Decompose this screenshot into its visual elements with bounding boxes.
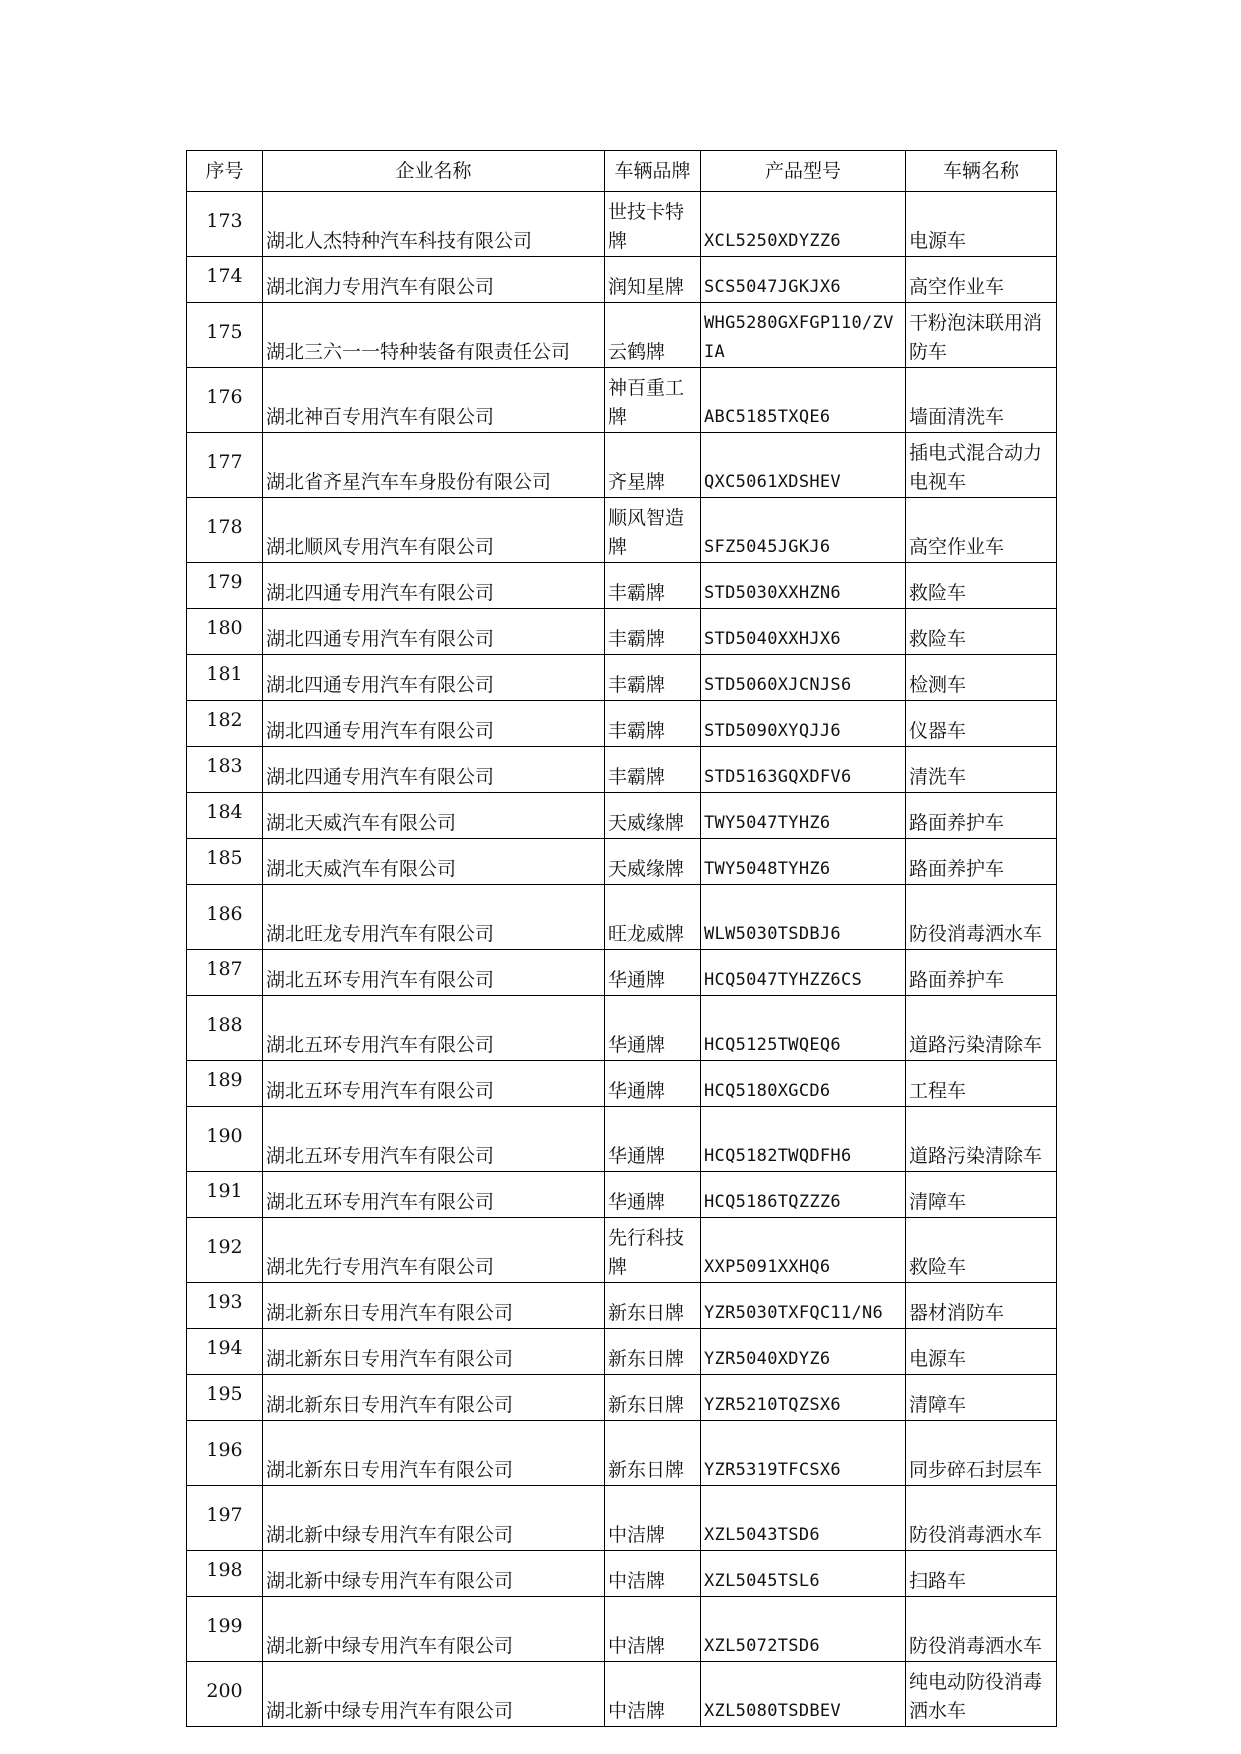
table-row bbox=[187, 1551, 1057, 1597]
vehicle-name-cell: 防役消毒洒水车 bbox=[906, 885, 1057, 950]
model-cell: YZR5030TXFQC11/N6 bbox=[701, 1283, 906, 1329]
brand-cell: 世技卡特牌 bbox=[605, 192, 701, 257]
serial-no-cell: 200 bbox=[187, 1662, 263, 1727]
vehicle-name-cell: 救险车 bbox=[906, 1218, 1057, 1283]
company-cell: 湖北新中绿专用汽车有限公司 bbox=[263, 1662, 605, 1727]
table-row bbox=[187, 563, 1057, 609]
brand-cell: 中洁牌 bbox=[605, 1597, 701, 1662]
table-row bbox=[187, 609, 1057, 655]
vehicle-name-cell: 电源车 bbox=[906, 192, 1057, 257]
serial-no-cell: 175 bbox=[187, 303, 263, 368]
model-cell: STD5163GQXDFV6 bbox=[701, 747, 906, 793]
vehicle-name-cell: 同步碎石封层车 bbox=[906, 1421, 1057, 1486]
model-cell: QXC5061XDSHEV bbox=[701, 433, 906, 498]
vehicle-name-cell: 墙面清洗车 bbox=[906, 368, 1057, 433]
model-cell: HCQ5186TQZZZ6 bbox=[701, 1172, 906, 1218]
model-cell: WLW5030TSDBJ6 bbox=[701, 885, 906, 950]
serial-no-cell: 183 bbox=[187, 747, 263, 793]
table-row bbox=[187, 655, 1057, 701]
model-cell: XZL5072TSD6 bbox=[701, 1597, 906, 1662]
brand-cell: 云鹤牌 bbox=[605, 303, 701, 368]
brand-cell: 新东日牌 bbox=[605, 1375, 701, 1421]
table-row bbox=[187, 257, 1057, 303]
company-cell: 湖北先行专用汽车有限公司 bbox=[263, 1218, 605, 1283]
brand-cell: 中洁牌 bbox=[605, 1486, 701, 1551]
brand-cell: 丰霸牌 bbox=[605, 747, 701, 793]
company-cell: 湖北新中绿专用汽车有限公司 bbox=[263, 1551, 605, 1597]
table-row bbox=[187, 747, 1057, 793]
vehicle-name-cell: 插电式混合动力电视车 bbox=[906, 433, 1057, 498]
model-cell: STD5030XXHZN6 bbox=[701, 563, 906, 609]
table-row bbox=[187, 303, 1057, 368]
serial-no-cell: 192 bbox=[187, 1218, 263, 1283]
table-row bbox=[187, 1283, 1057, 1329]
brand-cell: 天威缘牌 bbox=[605, 839, 701, 885]
table-row bbox=[187, 1662, 1057, 1727]
company-cell: 湖北人杰特种汽车科技有限公司 bbox=[263, 192, 605, 257]
company-cell: 湖北新东日专用汽车有限公司 bbox=[263, 1421, 605, 1486]
table-row bbox=[187, 1218, 1057, 1283]
model-cell: HCQ5182TWQDFH6 bbox=[701, 1107, 906, 1172]
serial-no-cell: 180 bbox=[187, 609, 263, 655]
model-cell: YZR5040XDYZ6 bbox=[701, 1329, 906, 1375]
company-cell: 湖北四通专用汽车有限公司 bbox=[263, 747, 605, 793]
header-vehicle-brand: 车辆品牌 bbox=[605, 151, 701, 192]
vehicle-name-cell: 道路污染清除车 bbox=[906, 996, 1057, 1061]
serial-no-cell: 174 bbox=[187, 257, 263, 303]
company-cell: 湖北五环专用汽车有限公司 bbox=[263, 996, 605, 1061]
brand-cell: 先行科技牌 bbox=[605, 1218, 701, 1283]
vehicle-catalog-table bbox=[186, 150, 1057, 1727]
company-cell: 湖北五环专用汽车有限公司 bbox=[263, 1172, 605, 1218]
serial-no-cell: 184 bbox=[187, 793, 263, 839]
company-cell: 湖北天威汽车有限公司 bbox=[263, 839, 605, 885]
vehicle-name-cell: 防役消毒洒水车 bbox=[906, 1597, 1057, 1662]
company-cell: 湖北新东日专用汽车有限公司 bbox=[263, 1375, 605, 1421]
model-cell: SCS5047JGKJX6 bbox=[701, 257, 906, 303]
table-row bbox=[187, 1172, 1057, 1218]
brand-cell: 旺龙威牌 bbox=[605, 885, 701, 950]
vehicle-name-cell: 道路污染清除车 bbox=[906, 1107, 1057, 1172]
vehicle-name-cell: 高空作业车 bbox=[906, 498, 1057, 563]
serial-no-cell: 196 bbox=[187, 1421, 263, 1486]
company-cell: 湖北五环专用汽车有限公司 bbox=[263, 950, 605, 996]
brand-cell: 中洁牌 bbox=[605, 1662, 701, 1727]
table-row bbox=[187, 498, 1057, 563]
serial-no-cell: 198 bbox=[187, 1551, 263, 1597]
serial-no-cell: 176 bbox=[187, 368, 263, 433]
header-product-model: 产品型号 bbox=[701, 151, 906, 192]
table-row bbox=[187, 885, 1057, 950]
brand-cell: 丰霸牌 bbox=[605, 655, 701, 701]
brand-cell: 华通牌 bbox=[605, 1107, 701, 1172]
table-row bbox=[187, 1421, 1057, 1486]
model-cell: YZR5319TFCSX6 bbox=[701, 1421, 906, 1486]
table-row bbox=[187, 950, 1057, 996]
vehicle-name-cell: 路面养护车 bbox=[906, 793, 1057, 839]
company-cell: 湖北神百专用汽车有限公司 bbox=[263, 368, 605, 433]
company-cell: 湖北四通专用汽车有限公司 bbox=[263, 563, 605, 609]
model-cell: HCQ5125TWQEQ6 bbox=[701, 996, 906, 1061]
vehicle-name-cell: 工程车 bbox=[906, 1061, 1057, 1107]
model-cell: XZL5045TSL6 bbox=[701, 1551, 906, 1597]
model-cell: XCL5250XDYZZ6 bbox=[701, 192, 906, 257]
serial-no-cell: 197 bbox=[187, 1486, 263, 1551]
vehicle-name-cell: 纯电动防役消毒洒水车 bbox=[906, 1662, 1057, 1727]
vehicle-name-cell: 干粉泡沫联用消防车 bbox=[906, 303, 1057, 368]
brand-cell: 神百重工牌 bbox=[605, 368, 701, 433]
table-row bbox=[187, 1486, 1057, 1551]
brand-cell: 丰霸牌 bbox=[605, 701, 701, 747]
model-cell: ABC5185TXQE6 bbox=[701, 368, 906, 433]
header-company-name: 企业名称 bbox=[263, 151, 605, 192]
header-vehicle-name: 车辆名称 bbox=[906, 151, 1057, 192]
brand-cell: 中洁牌 bbox=[605, 1551, 701, 1597]
serial-no-cell: 186 bbox=[187, 885, 263, 950]
table-row bbox=[187, 793, 1057, 839]
table-row bbox=[187, 701, 1057, 747]
vehicle-name-cell: 路面养护车 bbox=[906, 839, 1057, 885]
company-cell: 湖北新中绿专用汽车有限公司 bbox=[263, 1486, 605, 1551]
brand-cell: 新东日牌 bbox=[605, 1421, 701, 1486]
brand-cell: 丰霸牌 bbox=[605, 563, 701, 609]
company-cell: 湖北四通专用汽车有限公司 bbox=[263, 655, 605, 701]
serial-no-cell: 185 bbox=[187, 839, 263, 885]
model-cell: TWY5048TYHZ6 bbox=[701, 839, 906, 885]
model-cell: STD5040XXHJX6 bbox=[701, 609, 906, 655]
company-cell: 湖北润力专用汽车有限公司 bbox=[263, 257, 605, 303]
brand-cell: 新东日牌 bbox=[605, 1329, 701, 1375]
model-cell: YZR5210TQZSX6 bbox=[701, 1375, 906, 1421]
table-row bbox=[187, 839, 1057, 885]
serial-no-cell: 177 bbox=[187, 433, 263, 498]
vehicle-name-cell: 清洗车 bbox=[906, 747, 1057, 793]
company-cell: 湖北四通专用汽车有限公司 bbox=[263, 609, 605, 655]
company-cell: 湖北新中绿专用汽车有限公司 bbox=[263, 1597, 605, 1662]
model-cell: STD5090XYQJJ6 bbox=[701, 701, 906, 747]
model-cell: HCQ5180XGCD6 bbox=[701, 1061, 906, 1107]
company-cell: 湖北旺龙专用汽车有限公司 bbox=[263, 885, 605, 950]
brand-cell: 齐星牌 bbox=[605, 433, 701, 498]
vehicle-name-cell: 救险车 bbox=[906, 609, 1057, 655]
serial-no-cell: 193 bbox=[187, 1283, 263, 1329]
vehicle-name-cell: 清障车 bbox=[906, 1172, 1057, 1218]
serial-no-cell: 199 bbox=[187, 1597, 263, 1662]
model-cell: SFZ5045JGKJ6 bbox=[701, 498, 906, 563]
serial-no-cell: 181 bbox=[187, 655, 263, 701]
serial-no-cell: 189 bbox=[187, 1061, 263, 1107]
serial-no-cell: 179 bbox=[187, 563, 263, 609]
vehicle-name-cell: 检测车 bbox=[906, 655, 1057, 701]
brand-cell: 丰霸牌 bbox=[605, 609, 701, 655]
table-row bbox=[187, 192, 1057, 257]
vehicle-name-cell: 器材消防车 bbox=[906, 1283, 1057, 1329]
table-row bbox=[187, 433, 1057, 498]
serial-no-cell: 191 bbox=[187, 1172, 263, 1218]
table-row bbox=[187, 1597, 1057, 1662]
table-row bbox=[187, 1107, 1057, 1172]
table-row bbox=[187, 1061, 1057, 1107]
brand-cell: 华通牌 bbox=[605, 1172, 701, 1218]
model-cell: XXP5091XXHQ6 bbox=[701, 1218, 906, 1283]
serial-no-cell: 188 bbox=[187, 996, 263, 1061]
serial-no-cell: 195 bbox=[187, 1375, 263, 1421]
model-cell: XZL5043TSD6 bbox=[701, 1486, 906, 1551]
vehicle-name-cell: 清障车 bbox=[906, 1375, 1057, 1421]
brand-cell: 华通牌 bbox=[605, 996, 701, 1061]
serial-no-cell: 194 bbox=[187, 1329, 263, 1375]
vehicle-name-cell: 仪器车 bbox=[906, 701, 1057, 747]
model-cell: TWY5047TYHZ6 bbox=[701, 793, 906, 839]
table-row bbox=[187, 368, 1057, 433]
model-cell: HCQ5047TYHZZ6CS bbox=[701, 950, 906, 996]
model-cell: WHG5280GXFGP110/ZVIA bbox=[701, 303, 906, 368]
vehicle-name-cell: 路面养护车 bbox=[906, 950, 1057, 996]
vehicle-name-cell: 救险车 bbox=[906, 563, 1057, 609]
serial-no-cell: 182 bbox=[187, 701, 263, 747]
table-row bbox=[187, 1375, 1057, 1421]
serial-no-cell: 190 bbox=[187, 1107, 263, 1172]
vehicle-name-cell: 高空作业车 bbox=[906, 257, 1057, 303]
table-header-row bbox=[187, 151, 1057, 192]
company-cell: 湖北顺风专用汽车有限公司 bbox=[263, 498, 605, 563]
model-cell: XZL5080TSDBEV bbox=[701, 1662, 906, 1727]
serial-no-cell: 187 bbox=[187, 950, 263, 996]
brand-cell: 新东日牌 bbox=[605, 1283, 701, 1329]
vehicle-name-cell: 防役消毒洒水车 bbox=[906, 1486, 1057, 1551]
company-cell: 湖北新东日专用汽车有限公司 bbox=[263, 1283, 605, 1329]
header-serial-no: 序号 bbox=[187, 151, 263, 192]
serial-no-cell: 173 bbox=[187, 192, 263, 257]
vehicle-name-cell: 电源车 bbox=[906, 1329, 1057, 1375]
table-row bbox=[187, 996, 1057, 1061]
company-cell: 湖北天威汽车有限公司 bbox=[263, 793, 605, 839]
model-cell: STD5060XJCNJS6 bbox=[701, 655, 906, 701]
brand-cell: 华通牌 bbox=[605, 950, 701, 996]
brand-cell: 天威缘牌 bbox=[605, 793, 701, 839]
table-row bbox=[187, 1329, 1057, 1375]
brand-cell: 润知星牌 bbox=[605, 257, 701, 303]
brand-cell: 顺风智造牌 bbox=[605, 498, 701, 563]
company-cell: 湖北三六一一特种装备有限责任公司 bbox=[263, 303, 605, 368]
company-cell: 湖北五环专用汽车有限公司 bbox=[263, 1107, 605, 1172]
company-cell: 湖北四通专用汽车有限公司 bbox=[263, 701, 605, 747]
vehicle-name-cell: 扫路车 bbox=[906, 1551, 1057, 1597]
company-cell: 湖北五环专用汽车有限公司 bbox=[263, 1061, 605, 1107]
brand-cell: 华通牌 bbox=[605, 1061, 701, 1107]
serial-no-cell: 178 bbox=[187, 498, 263, 563]
company-cell: 湖北省齐星汽车车身股份有限公司 bbox=[263, 433, 605, 498]
company-cell: 湖北新东日专用汽车有限公司 bbox=[263, 1329, 605, 1375]
